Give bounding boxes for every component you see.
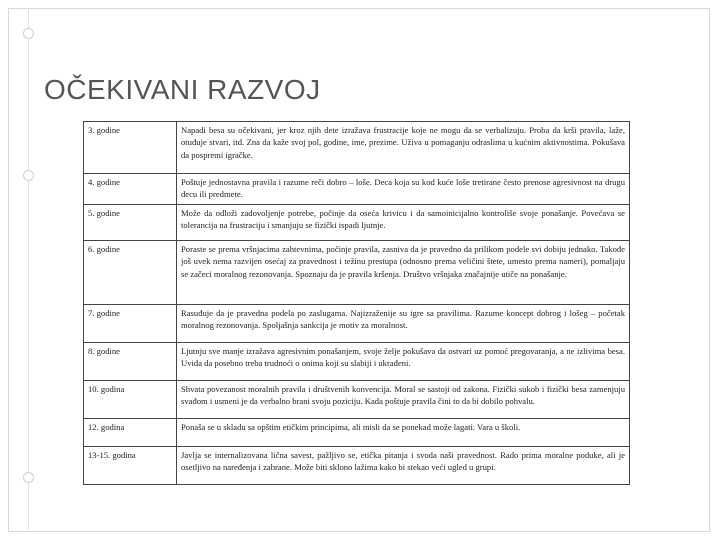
description-cell: Može da odloži zadovoljenje potrebe, počinje da oseća krivicu i da samoinicijalno kontroliše svoje ponašanje. Povećava se tolerancija na frustraciju i smanjuju se fizički ispadi ljutnje.	[177, 204, 630, 240]
age-cell: 12. godina	[84, 418, 177, 446]
age-cell: 4. godine	[84, 174, 177, 205]
decorative-circle-middle	[23, 170, 34, 181]
table-row	[84, 304, 630, 342]
age-cell: 7. godine	[84, 304, 177, 342]
age-cell: 5. godine	[84, 204, 177, 240]
table-row	[84, 446, 630, 484]
decorative-circle-bottom	[23, 472, 34, 483]
table-row	[84, 380, 630, 418]
description-cell: Rasuđuje da je pravedna podela po zaslugama. Najizraženije su igre sa pravilima. Razume koncept dobrog i lošeg – početak moralnog rezonovanja. Spoljašnja sankcija je motiv za moralnost.	[177, 304, 630, 342]
description-cell: Shvata povezanost moralnih pravila i društvenih konvencija. Moral se sastoji od zakona. Fizički sukob i fizički besa zamenjuju svađom i usmeni je da verbalno brani svoju poziciju. Kada poštuje pravila čini to da bi dobilo pohvalu.	[177, 380, 630, 418]
age-cell: 10. godina	[84, 380, 177, 418]
age-cell: 8. godine	[84, 342, 177, 380]
left-decorative-rule	[28, 8, 29, 532]
development-table	[83, 121, 630, 485]
description-cell: Poraste se prema vršnjacima zahtevnima, počinje pravila, zasniva da je pravedno da prilikom podele svi dobiju jednako. Takođe još uvek nema razvijen osećaj za pravednost i težinu prestupa (odnosno prema veličini štete, umesto prema nameri), pomaljaju se začeci moralnog rezonovanja. Spoznaju da je pravila kršenja. Društvo vršnjaka značajnije utiče na ponašanje.	[177, 240, 630, 304]
table-row	[84, 342, 630, 380]
table-row	[84, 174, 630, 205]
decorative-circle-top	[23, 28, 34, 39]
age-cell: 6. godine	[84, 240, 177, 304]
description-cell: Ponaša se u skladu sa opštim etičkim principima, ali misli da se ponekad može lagati. Vara u školi.	[177, 418, 630, 446]
description-cell: Ljutnju sve manje izražava agresivnim ponašanjem, svoje želje pokušava da ostvari uz pomoć pregovaranja, a ne izlivima besa. Uviđa da posebno treba trudnoći o onima koji su slabiji i ukrađeni.	[177, 342, 630, 380]
table-row	[84, 122, 630, 174]
table-row	[84, 240, 630, 304]
description-cell: Poštuje jednostavna pravila i razume reči dobro – loše. Deca koja su kod kuće loše tretirane često prenose agresivnost na drugu decu ili predmete.	[177, 174, 630, 205]
slide-title: OČEKIVANI RAZVOJ	[44, 74, 321, 105]
age-cell: 3. godine	[84, 122, 177, 174]
age-cell: 13-15. godina	[84, 446, 177, 484]
table-row	[84, 418, 630, 446]
table-row	[84, 204, 630, 240]
description-cell: Napadi besa su očekivani, jer kroz njih dete izražava frustracije koje ne mogu da se verbalizuju. Proba da krši pravila, laže, otuđuje stvari, itd. Zna da kaže svoj pol, godine, ime, prezime. Uživa u pomaganju odraslima u kućnim aktivnostima. Pokušava da pospremi igračke.	[177, 122, 630, 174]
description-cell: Javlja se internalizovana lična savest, pažljivo se, etička pitanja i svoda naši pravednost. Rado prima moralne poduke, ali je osetljivo na naređenja i zabrane. Može biti sklono lažima kako bi stekao veći ugled u grupi.	[177, 446, 630, 484]
